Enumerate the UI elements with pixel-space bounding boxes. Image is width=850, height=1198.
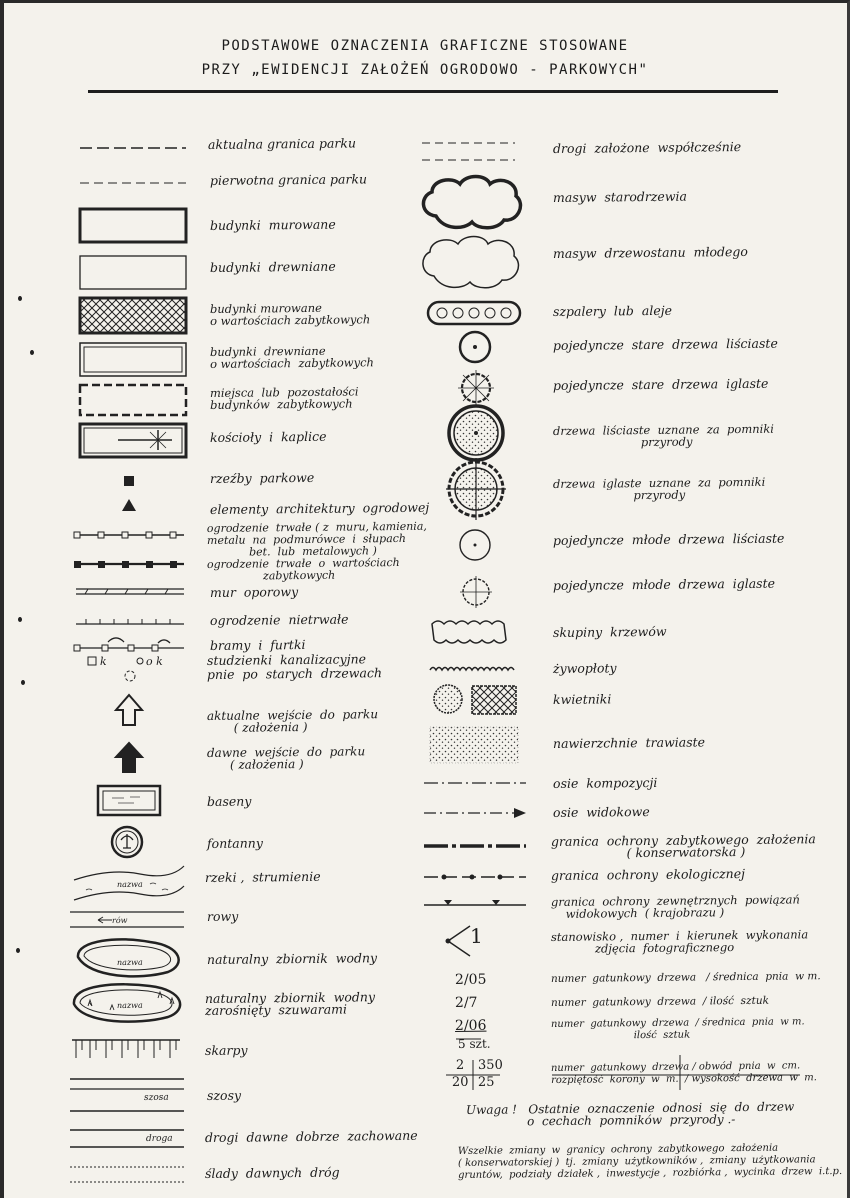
legend-label-ogrodzenie-nietrwale: ogrodzenie nietrwałe [209, 611, 349, 628]
symbol-pool [98, 786, 160, 815]
symbol-old-conifer-tree [458, 370, 494, 406]
legend-label-mlode-lisciaste: pojedyncze młode drzewa liściaste [552, 530, 785, 548]
symbol-grass-surfaces [430, 727, 518, 763]
symbol-slopes [72, 1040, 180, 1058]
river-label: nazwa [116, 879, 143, 889]
legend-label-pnie: pnie po starych drzewach [206, 665, 383, 682]
symbol-church-chapel [80, 424, 186, 457]
symbol-permanent-fence [74, 532, 184, 538]
symbol-old-deciduous-tree [460, 332, 490, 362]
legend-label-granica-ekologiczna: granica ochrony ekologicznej [550, 865, 746, 883]
legend-label-rowy: rowy [206, 908, 239, 924]
code-denominator-right: 25 [477, 1074, 495, 1090]
symbol-brick-building [80, 209, 186, 242]
legend-label-stanowisko: stanowisko , numer i kierunek wykonania zdjęcia fotograficznego [550, 927, 809, 956]
legend-label-aktualna-granica: aktualna granica parku [207, 135, 357, 152]
legend-label-skupiny: skupiny krzewów [552, 623, 667, 640]
legend-label-rzeki: rzeki , strumienie [204, 868, 321, 885]
symbol-old-road-traces [70, 1167, 184, 1182]
legend-label-nawierzchnie: nawierzchnie trawiaste [552, 734, 706, 751]
symbol-flowerbeds [434, 685, 516, 714]
symbol-deciduous-monument-tree [449, 406, 503, 460]
code-species-diameter-count-top: 2/06 [454, 1017, 487, 1034]
symbol-retaining-wall [76, 589, 184, 594]
title-line-2: PRZY „EWIDENCJI ZAŁOŻEŃ OGRODOWO - PARKOWYCH" [201, 62, 649, 78]
symbol-wooden-building [80, 256, 186, 289]
code-species-diameter-count-bottom: 5 szt. [457, 1036, 491, 1051]
legend-label-granica-konserwatorska: granica ochrony zabytkowego założenia ( konserwatorska ) [550, 831, 816, 861]
legend-label-stare-lisciaste: pojedyncze stare drzewa liściaste [552, 335, 778, 353]
legend-label-zbiornik-zarosniety: naturalny zbiornik wodny zarośnięty szuwarami [204, 989, 376, 1018]
legend-label-zywoploty: żywopłoty [552, 660, 617, 676]
legend-label-slady: ślady dawnych dróg [204, 1164, 340, 1181]
symbol-manholes [88, 657, 143, 665]
legend-label-studzienki: studzienki kanalizacyjne [206, 651, 367, 668]
symbol-sculpture [124, 476, 134, 486]
legend-label-num-ilosc: numer gatunkowy drzewa / ilość sztuk [550, 994, 769, 1009]
symbol-view-axes [424, 808, 526, 818]
legend-label-osie-widokowe: osie widokowe [552, 803, 650, 820]
road-label: szosa [143, 1092, 169, 1103]
pond-label: nazwa [116, 957, 143, 967]
legend-label-mur-oporowy: mur oporowy [209, 584, 299, 600]
symbol-current-entrance [116, 695, 142, 725]
legend-label-drogi-dawne: drogi dawne dobrze zachowane [204, 1127, 418, 1145]
legend-label-miejsca-pozostalosci: miejsca lub pozostałości budynków zabytkowych [209, 384, 359, 412]
legend-label-szpalery: szpalery lub aleje [552, 302, 673, 319]
legend-label-rzezby: rzeźby parkowe [209, 469, 315, 486]
legend-label-ogrodzenie-zabytkowe: ogrodzenie trwałe o wartościach zabytkowych [206, 555, 400, 583]
code-numerator-right: 350 [477, 1057, 503, 1073]
title-line-1: PODSTAWOWE OZNACZENIA GRAFICZNE STOSOWANE [221, 38, 629, 54]
symbol-hedges [430, 668, 514, 671]
legend-label-koscioly: kościoły i kaplice [209, 428, 327, 445]
code-species-count: 2/7 [454, 994, 478, 1011]
symbol-old-tree-stand [423, 177, 520, 228]
symbol-young-tree-stand [423, 237, 519, 288]
symbol-young-conifer-tree [460, 576, 492, 608]
manhole-ok-label: o k [145, 654, 163, 668]
note-footer: Wszelkie zmiany w granicy ochrony zabytkowego założenia ( konserwatorskiej ) tj. zmiany użytkowników , zmiany użytkowania gruntów, podziały działek , inwestycje , rozbiórka , wycinka drzew i.t.p. [457, 1142, 843, 1181]
legend-label-pomniki-lisciaste: drzewa liściaste uznane za pomniki przyrody [552, 421, 775, 450]
code-species-diameter: 2/05 [454, 971, 487, 988]
symbol-tree-rows [428, 302, 520, 324]
legend-label-pierwotna-granica: pierwotna granica parku [209, 171, 368, 188]
legend-label-budynki-murowane: budynki murowane [209, 216, 336, 233]
legend-label-num-srednica-ilosc: numer gatunkowy drzewa / średnica pnia w m. ilość sztuk [550, 1016, 805, 1042]
symbol-temporary-fence [76, 619, 184, 624]
legend-label-bramy: bramy i furtki [209, 637, 306, 653]
legend-label-granica-krajobrazu: granica ochrony zewnętrznych powiązań widokowych ( krajobrazu ) [550, 892, 800, 921]
legend-label-drogi-wspolczesne: drogi założone współcześnie [552, 139, 742, 156]
code-denominator-left: 20 [451, 1074, 469, 1090]
symbol-historic-brick-building [80, 298, 186, 333]
symbol-historic-fence [74, 561, 184, 568]
symbol-garden-architecture [122, 499, 136, 511]
legend-label-num-srednica: numer gatunkowy drzewa / średnica pnia w m. [550, 970, 821, 985]
symbol-gates [74, 638, 184, 651]
legend-label-ogrodzenie-trwale: ogrodzenie trwałe ( z muru, kamienia, metalu na podmurówce i słupach bet. lub metalowych ) [206, 519, 427, 559]
symbol-landscape-border [424, 900, 526, 905]
manhole-k-label: k [99, 654, 107, 668]
symbol-conifer-monument-tree [446, 458, 506, 520]
code-numerator-left: 2 [455, 1057, 465, 1073]
legend-label-skarpy: skarpy [204, 1042, 248, 1058]
legend-label-mlode-iglaste: pojedyncze młode drzewa iglaste [552, 575, 776, 593]
legend-label-murowane-zabytkowe: budynki murowane o wartościach zabytkowych [209, 300, 371, 328]
legend-label-zbiornik: naturalny zbiornik wodny [206, 950, 378, 967]
photo-number: 1 [469, 923, 483, 948]
legend-label-fontanny: fontanny [206, 835, 263, 851]
legend-label-wejscie-dawne: dawne wejście do parku ( założenia ) [206, 744, 366, 772]
legend-label-drewniane-zabytkowe: budynki drewniane o wartościach zabytkowych [209, 343, 374, 371]
symbol-tree-stumps [125, 671, 135, 681]
legend-label-szosy: szosy [206, 1087, 242, 1103]
legend-label-wejscie-aktualne: aktualne wejście do parku ( założenia ) [206, 707, 379, 735]
reedy-pond-label: nazwa [116, 1000, 143, 1010]
symbol-fountain [112, 827, 142, 857]
symbol-ecological-border [424, 875, 526, 880]
legend-label-pomniki-iglaste: drzewa iglaste uznane za pomniki przyrody [552, 474, 766, 503]
legend-label-masyw-starodrzewia: masyw starodrzewia [552, 188, 688, 205]
legend-label-num-obwod: numer gatunkowy drzewa / obwód pnia w cm. rozpiętość korony w m. / wysokość drzewa w m. [550, 1060, 817, 1086]
legend-label-budynki-drewniane: budynki drewniane [209, 258, 336, 275]
symbol-former-entrance [116, 743, 142, 772]
symbol-photo-station [446, 926, 471, 956]
legend-label-osie-kompozycji: osie kompozycji [552, 774, 658, 791]
legend-label-stare-iglaste: pojedyncze stare drzewa iglaste [552, 375, 769, 393]
legend-label-kwietniki: kwietniki [552, 691, 612, 707]
symbol-young-deciduous-tree [460, 530, 490, 560]
symbol-historic-wooden-building [80, 343, 186, 376]
symbol-shrub-groups [432, 621, 506, 643]
legend-label-masyw-mlodego: masyw drzewostanu młodego [552, 243, 748, 261]
old-road-label: droga [145, 1133, 173, 1144]
note-uwaga: Uwaga ! Ostatnie oznaczenie odnosi się do drzew o cechach pomników przyrody .- [465, 1099, 795, 1129]
legend-label-elementy: elementy architektury ogrodowej [209, 499, 430, 517]
ditch-label: rów [111, 915, 128, 925]
legend-label-baseny: baseny [206, 793, 252, 809]
symbol-historic-ruins [80, 385, 186, 415]
symbol-modern-roads [422, 143, 515, 160]
